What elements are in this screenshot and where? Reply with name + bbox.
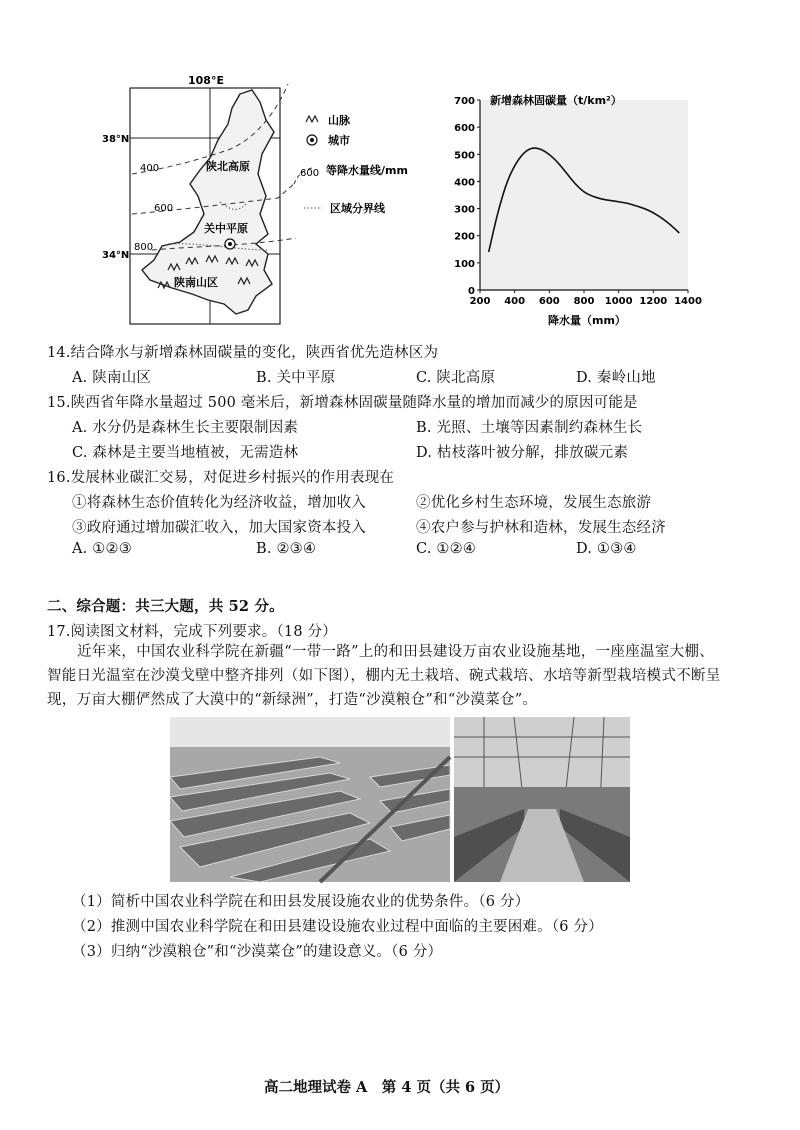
- q15-option-b[interactable]: B. 光照、土壤等因素制约森林生长: [416, 420, 643, 436]
- q17-para-line-2: 智能日光温室在沙漠戈壁中整齐排列（如下图），棚内无土栽培、碗式栽培、水培等新型栽培模式不断呈: [47, 668, 721, 684]
- y-tick-label: 0: [468, 286, 475, 297]
- chart-plot-area: [480, 100, 688, 290]
- isohyet-600-label: 600: [154, 203, 174, 214]
- city-marker-icon: [225, 239, 235, 249]
- y-tick-label: 700: [454, 96, 475, 107]
- q14-option-c[interactable]: C. 陕北高原: [416, 370, 496, 386]
- region-north-label: 陕北高原: [206, 160, 250, 173]
- q16-statement-1: ①将森林生态价值转化为经济收益，增加收入: [72, 495, 366, 511]
- page-footer: 高二地理试卷 A 第 4 页（共 6 页）: [264, 1079, 510, 1096]
- chart-title: 新增森林固碳量（t/km²）: [490, 94, 622, 107]
- meridian-label: 108°E: [188, 74, 224, 87]
- y-tick-label: 400: [454, 177, 475, 189]
- q14-option-b[interactable]: B. 关中平原: [256, 370, 336, 386]
- section2-heading: 二、综合题：共三大题，共 52 分。: [47, 598, 284, 615]
- q17-para-line-1: 近年来，中国农业科学院在新疆“一带一路”上的和田县建设万亩农业设施基地，一座座温室大棚、: [77, 644, 715, 660]
- q15-option-d[interactable]: D. 枯枝落叶被分解，排放碳元素: [416, 445, 629, 461]
- q15-option-c[interactable]: C. 森林是主要当地植被，无需造林: [72, 445, 299, 461]
- q16-statement-2: ②优化乡村生态环境，发展生态旅游: [416, 495, 652, 511]
- map-legend: [294, 113, 408, 215]
- y-tick-label: 300: [454, 204, 475, 216]
- lat-bottom-label: 34°N: [102, 250, 130, 261]
- x-tick-label: 1000: [604, 296, 633, 307]
- y-tick-label: 600: [454, 123, 475, 135]
- isohyet-400-label: 400: [140, 163, 160, 174]
- shaanxi-map: [102, 74, 428, 330]
- q16-option-c[interactable]: C. ①②④: [416, 541, 476, 557]
- legend-city-label: 城市: [328, 134, 350, 147]
- q15-stem: 15.陕西省年降水量超过 500 毫米后，新增森林固碳量随降水量的增加而减少的原因可能是: [47, 395, 638, 411]
- carbon-chart: [440, 86, 700, 330]
- x-tick-label: 600: [538, 296, 560, 307]
- q17-paragraph: [47, 640, 767, 712]
- isohyet-800-label: 800: [134, 242, 154, 253]
- region-middle-label: 关中平原: [204, 222, 248, 235]
- legend-isohyet-sample: 600: [300, 168, 320, 179]
- y-tick-label: 500: [454, 150, 475, 162]
- greenhouse-field-photo: [170, 717, 450, 882]
- region-south-label: 陕南山区: [174, 276, 218, 289]
- legend-mountain-icon: [306, 116, 318, 122]
- x-tick-label: 200: [469, 296, 491, 307]
- q16-option-b[interactable]: B. ②③④: [256, 541, 317, 557]
- x-tick-label: 800: [573, 296, 595, 307]
- x-tick-label: 400: [504, 296, 526, 307]
- q17-sub1: （1）简析中国农业科学院在和田县发展设施农业的优势条件。（6 分）: [72, 894, 530, 910]
- legend-boundary-label: 区域分界线: [330, 202, 385, 215]
- chart-xlabel: 降水量（mm）: [548, 314, 626, 327]
- q17-para-line-3: 现，万亩大棚俨然成了大漠中的“新绿洲”，打造“沙漠粮仓”和“沙漠菜仓”。: [47, 692, 538, 708]
- y-tick-label: 100: [454, 258, 475, 270]
- q16-stem: 16.发展林业碳汇交易，对促进乡村振兴的作用表现在: [47, 470, 395, 486]
- q14-option-a[interactable]: A. 陕南山区: [72, 370, 152, 386]
- x-tick-label: 1400: [674, 296, 702, 307]
- q17-sub3: （3）归纳“沙漠粮仓”和“沙漠菜仓”的建设意义。（6 分）: [72, 944, 443, 960]
- q16-statement-3: ③政府通过增加碳汇收入，加大国家资本投入: [72, 520, 366, 536]
- q17-title: 17.阅读图文材料，完成下列要求。（18 分）: [47, 624, 337, 640]
- legend-isohyet-label: 等降水量线/mm: [326, 164, 408, 177]
- chart-axes: [480, 100, 688, 290]
- y-tick-label: 200: [454, 231, 475, 243]
- q16-option-a[interactable]: A. ①②③: [72, 541, 132, 557]
- q16-option-d[interactable]: D. ①③④: [576, 541, 637, 557]
- q14-stem: 14.结合降水与新增森林固碳量的变化，陕西省优先造林区为: [47, 345, 439, 361]
- greenhouse-interior-photo: [454, 717, 630, 882]
- q15-option-a[interactable]: A. 水分仍是森林生长主要限制因素: [72, 420, 299, 436]
- q14-option-d[interactable]: D. 秦岭山地: [576, 370, 656, 386]
- legend-mountain-label: 山脉: [328, 114, 350, 127]
- lat-top-label: 38°N: [102, 134, 130, 145]
- x-tick-label: 1200: [639, 296, 668, 307]
- q17-sub2: （2）推测中国农业科学院在和田县建设设施农业过程中面临的主要困难。（6 分）: [72, 919, 603, 935]
- legend-city-icon: [307, 135, 317, 145]
- q16-statement-4: ④农户参与护林和造林，发展生态经济: [416, 520, 666, 536]
